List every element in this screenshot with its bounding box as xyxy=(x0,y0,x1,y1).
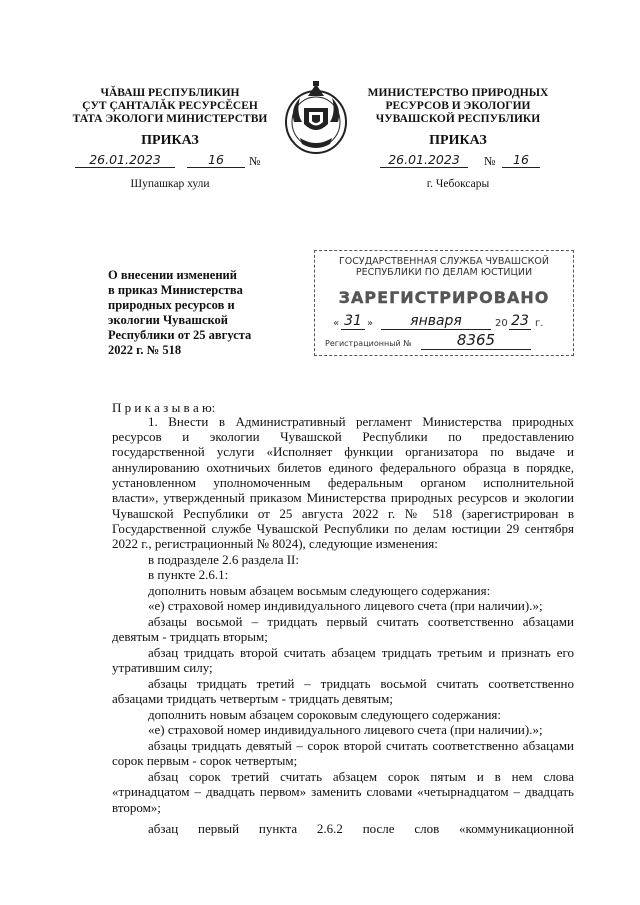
subject-line4: экологии Чувашской xyxy=(108,313,229,327)
stamp-line2: РЕСПУБЛИКИ ПО ДЕЛАМ ЮСТИЦИИ xyxy=(355,267,533,278)
body-line: 1. Внести в Административный регламент Министерства природных xyxy=(148,414,574,429)
body-line: Чувашской Республики от 25 августа 2022 г. № 518 (зарегистрирован в xyxy=(112,506,574,521)
left-header-line1: ЧĂВАШ РЕСПУБЛИКИН xyxy=(100,87,240,99)
body-line: в пункте 2.6.1: xyxy=(148,567,229,582)
right-header-line1: МИНИСТЕРСТВО ПРИРОДНЫХ xyxy=(367,87,549,99)
left-number-sign: № xyxy=(249,154,261,168)
body-line: в подразделе 2.6 раздела II: xyxy=(148,552,299,567)
right-header-line2: РЕСУРСОВ И ЭКОЛОГИИ xyxy=(385,100,531,112)
left-order-title: ПРИКАЗ xyxy=(141,133,199,148)
body-line: «е) страховой номер индивидуального лицевого счета (при наличии).»; xyxy=(148,722,543,737)
body-line: установленном уполномоченным федеральным органом исполнительной xyxy=(112,475,574,490)
body-line: «тринадцатом – двадцать первом» заменить словами «четырнадцатом – двадцать xyxy=(112,784,574,799)
right-number-sign: № xyxy=(484,154,496,168)
stamp-year-prefix: 20 xyxy=(495,318,508,329)
body-line: дополнить новым абзацем сороковым следующего содержания: xyxy=(148,707,501,722)
right-header-line3: ЧУВАШСКОЙ РЕСПУБЛИКИ xyxy=(375,113,541,125)
body-line: абзац сорок третий считать абзацем сорок пятым и в нем слова xyxy=(148,769,574,784)
body-line: втором»; xyxy=(112,800,161,815)
body-line: абзацы восьмой – тридцать первый считать соответственно абзацами xyxy=(148,614,574,629)
subject-line1: О внесении изменений xyxy=(108,268,237,282)
left-city: Шупашкар хули xyxy=(130,178,210,190)
left-header-line3: ТАТА ЭКОЛОГИ МИНИСТЕРСТВИ xyxy=(72,113,268,125)
body-line: государственной услуги «Исполняет функции организатора по выдаче и xyxy=(112,444,574,459)
left-date: 26.01.2023 xyxy=(75,152,175,168)
right-city: г. Чебоксары xyxy=(426,178,490,190)
body-line: 2022 г., регистрационный № 8024), следующие изменения: xyxy=(112,536,438,551)
body-line: абзацами тридцать четвертым - тридцать девятым; xyxy=(112,691,393,706)
body-line: утратившим силу; xyxy=(112,660,213,675)
stamp-day: 31 xyxy=(341,313,365,330)
subject-line6: 2022 г. № 518 xyxy=(108,343,182,357)
stamp-year-suffix: г. xyxy=(535,318,544,329)
body-line: власти», утвержденный приказом Министерства природных ресурсов и экологии xyxy=(112,490,574,505)
right-order-title: ПРИКАЗ xyxy=(429,133,487,148)
body-line: абзац тридцать второй считать абзацем тридцать третьим и признать его xyxy=(148,645,574,660)
body-line: аннулированию охотничьих билетов единого федерального образца в порядке, xyxy=(112,460,574,475)
body-line: абзацы тридцать девятый – сорок второй считать соответственно абзацами xyxy=(148,738,574,753)
stamp-registered: ЗАРЕГИСТРИРОВАНО xyxy=(338,288,550,307)
subject-line5: Республики от 25 августа xyxy=(108,328,252,342)
body-line: абзац первый пункта 2.6.2 после слов «коммуникационной xyxy=(148,821,574,836)
body-line: девятым - тридцать вторым; xyxy=(112,629,268,644)
stamp-year: 23 xyxy=(509,313,531,330)
right-date: 26.01.2023 xyxy=(380,152,468,168)
subject-line2: в приказ Министерства xyxy=(108,283,243,297)
left-number: 16 xyxy=(187,152,245,168)
subject-line3: природных ресурсов и xyxy=(108,298,235,312)
body-line: сорок первым - сорок четвертым; xyxy=(112,753,298,768)
stamp-reg-label: Регистрационный № xyxy=(325,339,412,348)
body-line: «е) страховой номер индивидуального лицевого счета (при наличии).»; xyxy=(148,598,543,613)
body-line: Государственной службе Чувашской Республики по делам юстиции 29 сентября xyxy=(112,521,574,536)
left-header-line2: ÇУТ ÇАНТАЛĂК РЕСУРСĔСЕН xyxy=(82,100,258,112)
stamp-line1: ГОСУДАРСТВЕННАЯ СЛУЖБА ЧУВАШСКОЙ xyxy=(339,256,549,267)
body-line: абзацы тридцать третий – тридцать восьмой считать соответственно xyxy=(148,676,574,691)
prikazyvayu: П р и к а з ы в а ю: xyxy=(112,400,216,415)
right-number: 16 xyxy=(502,152,540,168)
stamp-month: января xyxy=(381,313,491,330)
stamp-date-row: « 31 » января 20 23 г. xyxy=(333,313,544,329)
body-line: дополнить новым абзацем восьмым следующего содержания: xyxy=(148,583,491,598)
stamp-reg-number: 8365 xyxy=(421,331,531,350)
body-line: ресурсов и экологии Чувашской Республики по предоставлению xyxy=(112,429,574,444)
